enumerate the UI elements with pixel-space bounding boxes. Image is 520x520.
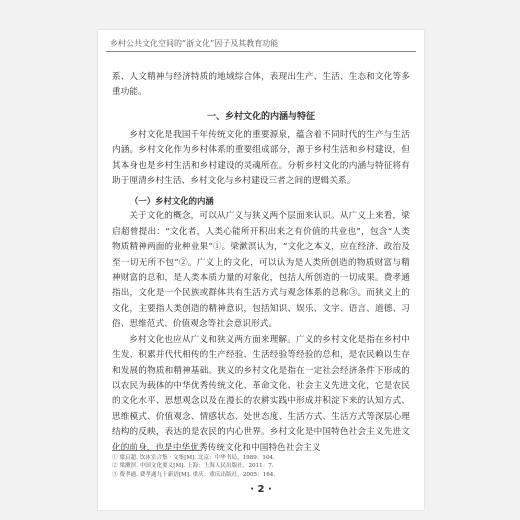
page-body xyxy=(112,70,410,456)
footnote-rule xyxy=(112,450,202,451)
book-page xyxy=(98,30,424,510)
running-header: 乡村公共文化空间的“浙文化”因子及其教育功能 xyxy=(110,39,279,48)
footnote-3: ③ 费孝通. 费孝通九十新语[M]. 重庆：重庆出版社，2005：164. xyxy=(112,471,276,478)
rural-culture-paragraph: 乡村文化也应从广义和狭义两方面来理解。广义的乡村文化是指在乡村中生发、积累并代代相传的生产经验、生活经验等经验的总和，是农民赖以生存和发展的物质和精神基础。狭义的乡村文化是指在一定社会经济条件下形成的以农民为载体的中华优秀传统文化、革命文化、社会主义先进文化，它是农民的文化水平、思想观念以及在漫长的农耕实践中形成并积淀下来的认知方式、思维模式、价值观念、情感状态、处世态度、生活方式、生活方式等深层心理结构的反映，表达的是农民的内心世界。乡村文化是中国特色社会主义先进文化的前身，也是中华优秀传统文化和中国特色社会主义 xyxy=(112,334,410,453)
footnotes xyxy=(112,454,410,479)
footnote-2: ② 梁漱溟. 中国文化要义[M]. 上海：上海人民出版社，2011：7. xyxy=(112,463,274,470)
section-paragraph: 乡村文化是我国千年传统文化的重要源泉，蕴含着不同时代的生产与生活内涵。乡村文化作为乡村体系的重要组成部分，源于乡村生活和乡村建设，但其本身也是乡村生活和乡村建设的灵魂所在。分析乡村文化的内涵与特征将有助于厘清乡村生活、乡村文化与乡村建设三者之间的逻辑关系。 xyxy=(112,129,410,187)
intro-paragraph: 系、人文精神与经济特质的地域综合体，表现出生产、生活、生态和文化等多重功能。 xyxy=(112,72,410,98)
header-rule xyxy=(106,51,416,52)
subsection-heading: （一）乡村文化的内涵 xyxy=(130,196,214,207)
culture-definition-paragraph: 关于文化的概念，可以从广义与狭义两个层面来认识。从广义上来看，梁启超曾提出：“文化者，人类心能所开积出来之有价值的共业也”，包含“人类物质精神两面的业种业果”①。梁漱溟认为，“文化之本义，应在经济、政治及至一切无所不包”②。广义上的文化，可以认为是人类所创造的物质财富与精神财富的总和，是人类本质力量的对象化，包括人所创造的一切成果。费孝通指出，文化是一个民族或群体共有生活方式与观念体系的总称③。而狭义上的文化，主要指人类创造的精神意识，包括知识、娱乐、文字、语言、道德、习俗、思维范式、价值观念等社会意识形式。 xyxy=(112,211,410,330)
section-heading: 一、乡村文化的内涵与特征 xyxy=(206,111,315,122)
footnote-1: ① 梁启超. 饮冰室合集 · 文集[M]. 北京：中华书局，1989：104. xyxy=(112,455,275,461)
page-number: · 2 · xyxy=(250,484,272,495)
